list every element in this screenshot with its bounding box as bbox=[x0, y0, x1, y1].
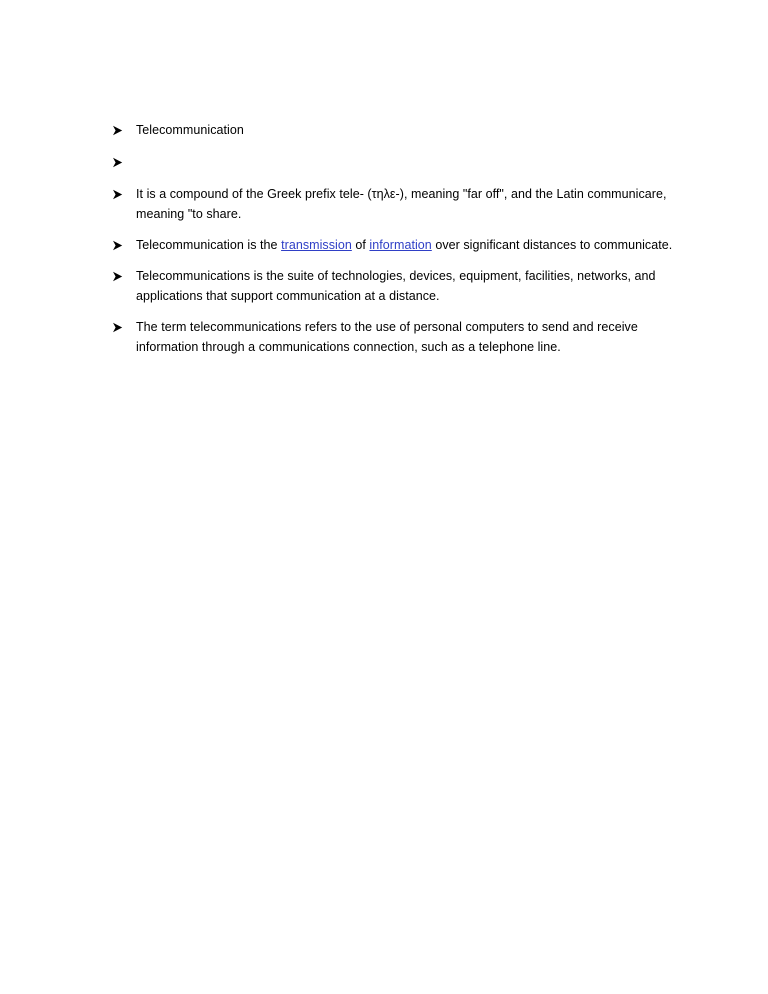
arrowhead-bullet-icon bbox=[112, 120, 136, 140]
list-item bbox=[112, 152, 692, 172]
list-item-text bbox=[136, 235, 692, 255]
list-item bbox=[112, 235, 692, 255]
arrowhead-bullet-icon bbox=[112, 152, 136, 172]
arrowhead-bullet-icon bbox=[112, 317, 136, 337]
list-item-text: It is a compound of the Greek prefix tele- (τηλε-), meaning "far off", and the Latin communicare, meaning "to share. bbox=[136, 187, 667, 221]
transmission-link[interactable]: transmission bbox=[281, 238, 352, 252]
list-item-text: The term telecommunications refers to the use of personal computers to send and receive information through a communications connection, such as a telephone line. bbox=[136, 320, 638, 354]
arrowhead-bullet-icon bbox=[112, 266, 136, 286]
text-segment: of bbox=[351, 238, 370, 252]
arrowhead-bullet-icon bbox=[112, 235, 136, 255]
list-item-text: Telecommunication bbox=[136, 123, 244, 137]
list-item bbox=[112, 120, 692, 140]
text-segment: Telecommunication is the bbox=[136, 238, 282, 252]
bullet-list bbox=[112, 120, 692, 368]
arrowhead-bullet-icon bbox=[112, 184, 136, 204]
list-item-text: Telecommunications is the suite of technologies, devices, equipment, facilities, networks, and applications that support communication at a distance. bbox=[136, 269, 656, 303]
list-item bbox=[112, 317, 692, 357]
list-item bbox=[112, 266, 692, 306]
list-item bbox=[112, 184, 692, 224]
information-link[interactable]: information bbox=[369, 238, 432, 252]
text-segment: over significant distances to communicate. bbox=[431, 238, 673, 252]
